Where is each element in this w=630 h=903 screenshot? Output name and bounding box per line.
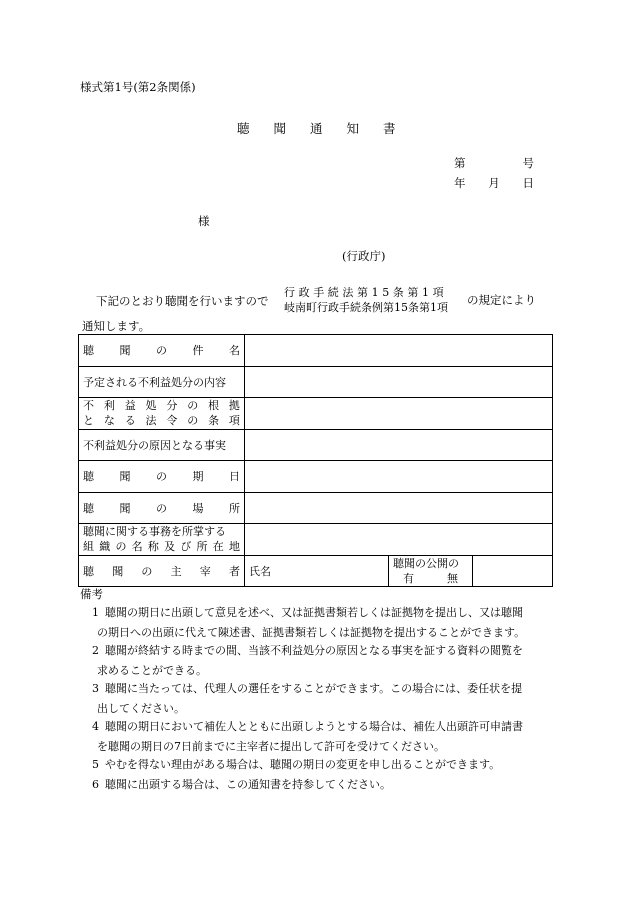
row-label-disposition: 予定される不利益処分の内容 xyxy=(79,366,245,398)
note-continuation: の期日への出頭に代えて陳述書、証拠書類若しくは証拠物を提出することができます。 xyxy=(97,626,526,639)
notes-title: 備考 xyxy=(80,587,103,601)
table-row xyxy=(79,492,553,524)
case-name-field[interactable] xyxy=(245,335,553,367)
presiding-officer-field[interactable] xyxy=(245,555,389,587)
hearing-date-field[interactable] xyxy=(245,461,553,493)
table-row xyxy=(79,429,553,461)
hearing-place-field[interactable] xyxy=(245,492,553,524)
org-label-line1: 聴聞に関する事務を所掌する xyxy=(83,525,226,539)
table-row xyxy=(79,398,553,430)
note-continuation: 出してください。 xyxy=(97,702,185,715)
table-row xyxy=(79,524,553,556)
spread-label: 聴 聞 の 場 所 xyxy=(83,501,240,515)
legal-basis-field[interactable] xyxy=(245,398,553,430)
table-row xyxy=(79,335,553,367)
note-text: 聴聞の期日において補佐人とともに出頭しようとする場合は、補佐人出頭許可申請書 xyxy=(105,720,523,733)
note-continuation: を聴聞の期日の7日前までに主宰者に提出して許可を受けてください。 xyxy=(97,740,445,753)
agency-label: (行政庁) xyxy=(342,249,386,263)
date-row xyxy=(454,175,534,191)
recipient-honorific: 様 xyxy=(198,214,210,228)
note-item-4 xyxy=(83,717,553,757)
note-number: 4 xyxy=(92,720,99,733)
date-day: 日 xyxy=(522,176,534,190)
row-label-organization xyxy=(79,524,245,556)
number-prefix: 第 xyxy=(454,156,466,170)
table-row xyxy=(79,461,553,493)
note-item-5 xyxy=(83,755,553,775)
note-number: 1 xyxy=(92,606,99,619)
public-label-line1: 聴聞の公開の xyxy=(393,556,459,570)
row-label-legal-basis xyxy=(79,398,245,430)
note-continuation: 求めることができる。 xyxy=(97,664,207,677)
note-item-6 xyxy=(83,775,553,795)
row-label-cause-facts: 不利益処分の原因となる事実 xyxy=(79,429,245,461)
note-text: 聴聞に出頭する場合は、この通知書を持参してください。 xyxy=(105,778,391,791)
note-text: やむを得ない理由がある場合は、聴聞の期日の変更を申し出ることができます。 xyxy=(105,758,501,771)
note-text: 聴聞に当たっては、代理人の選任をすることができます。この場合には、委任状を提 xyxy=(105,682,523,695)
public-label-line2: 有 無 xyxy=(403,571,458,585)
table-row xyxy=(79,555,553,587)
spread-label: 聴 聞 の 件 名 xyxy=(83,344,240,358)
spread-label: と な る 法 令 の 条 項 xyxy=(83,414,240,428)
row-label-date xyxy=(79,461,245,493)
row-label-place xyxy=(79,492,245,524)
public-hearing-field[interactable] xyxy=(473,555,553,587)
cause-facts-field[interactable] xyxy=(245,429,553,461)
spread-label: 聴 聞 の 主 宰 者 xyxy=(83,564,240,578)
note-number: 3 xyxy=(92,682,99,695)
hearing-details-table xyxy=(78,334,553,587)
intro-continuation: 通知します。 xyxy=(82,319,151,333)
row-label-case-name xyxy=(79,335,245,367)
note-text: 聴聞が終結する時までの間、当該不利益処分の原因となる事実を証する資料の閲覧を xyxy=(105,644,523,657)
note-item-2 xyxy=(83,641,553,681)
disposition-field[interactable] xyxy=(245,366,553,398)
note-text: 聴聞の期日に出頭して意見を述べ、又は証拠書類若しくは証拠物を提出し、又は聴聞 xyxy=(105,606,523,619)
note-item-1 xyxy=(83,603,553,643)
law-option-ordinance: 岐南町行政手続条例第15条第1項 xyxy=(284,301,448,314)
date-year: 年 xyxy=(454,176,466,190)
spread-label: 不 利 益 処 分 の 根 拠 xyxy=(83,399,240,413)
form-number: 様式第1号(第2条関係) xyxy=(80,80,196,94)
intro-prefix: 下記のとおり聴聞を行いますので xyxy=(96,294,269,308)
table-row xyxy=(79,366,553,398)
note-number: 5 xyxy=(92,758,99,771)
spread-label: 組 織 の 名 称 及 び 所 在 地 xyxy=(83,540,240,554)
note-item-3 xyxy=(83,679,553,719)
intro-suffix: の規定により xyxy=(467,293,536,307)
document-title: 聴聞通知書 xyxy=(237,121,420,136)
spread-label: 聴 聞 の 期 日 xyxy=(83,470,240,484)
name-label: 氏名 xyxy=(249,564,271,578)
note-number: 6 xyxy=(92,778,99,791)
row-label-presiding-officer xyxy=(79,555,245,587)
number-suffix: 号 xyxy=(522,156,534,170)
organization-field[interactable] xyxy=(245,524,553,556)
date-month: 月 xyxy=(488,176,500,190)
document-number-row xyxy=(454,155,534,171)
law-option-act: 行政手続法第15条第1項 xyxy=(284,286,448,299)
public-hearing-label xyxy=(389,555,473,587)
note-number: 2 xyxy=(92,644,99,657)
